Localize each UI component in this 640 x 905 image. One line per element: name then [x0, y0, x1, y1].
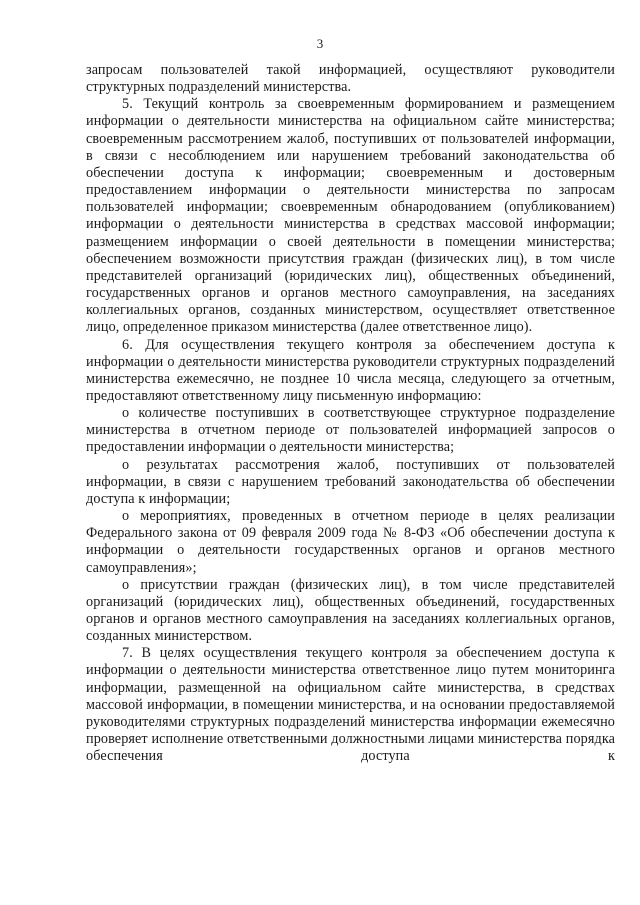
page-number: 3 — [316, 36, 324, 51]
list-item-complaints-results: о результатах рассмотрения жалоб, поступивших от пользователей информации, в связи с нарушением требований законодательства об обеспечении доступа к информации; — [86, 456, 615, 507]
paragraph-item-6: 6. Для осуществления текущего контроля за обеспечением доступа к информации о деятельности министерства руководители структурных подразделений министерства ежемесячно, не позднее 10 числа месяца, следующего за отчетным, предоставляют ответственному лицу письменную информацию: — [86, 336, 615, 404]
paragraph-item-7: 7. В целях осуществления текущего контроля за обеспечением доступа к информации о деятельности министерства ответственное лицо путем мониторинга информации, размещенной на официальном сайте министерства, в средствах массовой информации, в помещении министерства, и на основании предоставляемой руководителями структурных подразделений министерства информации ежемесячно проверяет исполнение ответственными должностными лицами министерства порядка обеспечения доступа к — [86, 645, 615, 765]
list-item-requests-count: о количестве поступивших в соответствующее структурное подразделение министерства в отчетном периоде от пользователей информацией запросов о предоставлении информации о деятельности министерства; — [86, 405, 615, 456]
list-item-citizens-presence: о присутствии граждан (физических лиц), в том числе представителей организаций (юридических лиц), общественных объединений, государственных органов и органов местного самоуправления на заседаниях коллегиальных органов, созданных министерством. — [86, 576, 615, 645]
document-body — [86, 62, 615, 765]
paragraph-continuation: запросам пользователей такой информацией, осуществляют руководители структурных подразделений министерства. — [86, 62, 615, 96]
list-item-law-measures: о мероприятиях, проведенных в отчетном периоде в целях реализации Федерального закона от 09 февраля 2009 года № 8-ФЗ «Об обеспечении доступа к информации о деятельности государственных органов и органов местного самоуправления»; — [86, 508, 615, 576]
paragraph-item-5: 5. Текущий контроль за своевременным формированием и размещением информации о деятельности министерства на официальном сайте министерства; своевременным рассмотрением жалоб, поступивших от пользователей информации, в связи с несоблюдением или нарушением требований законодательства об обеспечении доступа к информации; своевременным и достоверным предоставлением информации о деятельности министерства по запросам пользователей информации; своевременным обнародованием (опубликованием) информации о деятельности министерства в средствах массовой информации; размещением информации о своей деятельности в помещении министерства; обеспечением возможности присутствия граждан (физических лиц), в том числе представителей организаций (юридических лиц), общественных объединений, государственных органов и органов местного самоуправления, на заседаниях коллегиальных органов, созданных министерством, осуществляет ответственное лицо, определенное приказом министерства (далее ответственное лицо). — [86, 96, 615, 336]
